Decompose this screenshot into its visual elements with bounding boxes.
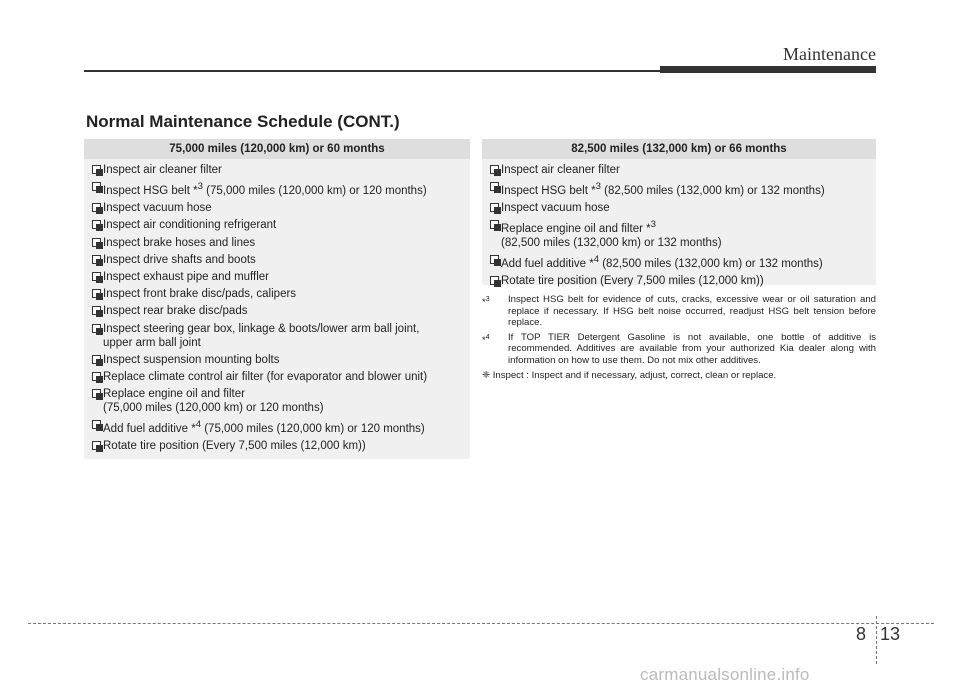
footnote-asterisk: * [482,334,486,346]
list-item [92,201,470,215]
page-title: Normal Maintenance Schedule (CONT.) [86,112,400,131]
list-item [92,236,470,250]
checkbox-icon [92,272,101,281]
checkbox-icon [490,203,499,212]
checkbox-icon [92,372,101,381]
item-text-cont: (82,500 miles (132,000 km) or 132 months) [600,185,825,198]
item-text: Inspect air cleaner filter [501,164,620,176]
footnote-text: If TOP TIER Detergent Gasoline is not available, one bottle of additive is recommended. Additives are available from your authorized Kia dealer along with information on how to use them. Do not mix other additives. [508,331,876,366]
schedule-75000 [84,139,470,459]
item-text-cont: (75,000 miles (120,000 km) or 120 months) [201,423,425,436]
footer-rule [28,623,934,624]
list-item [490,253,876,271]
footnote-mark [482,294,490,309]
checkbox-icon [490,165,499,174]
item-text: Inspect suspension mounting bolts [103,353,280,366]
checkbox-icon [92,255,101,264]
item-subtext: upper arm ball joint [103,336,201,349]
item-text: Replace climate control air filter (for evaporator and blower unit) [103,370,428,383]
checkbox-icon [92,389,101,398]
list-item [92,180,470,198]
item-text: Inspect drive shafts and boots [103,253,256,266]
item-text: Inspect HSG belt * [501,185,596,198]
list-item [92,218,470,232]
item-text: Rotate tire position (Every 7,500 miles (12,000 km)) [501,275,764,288]
checkbox-icon [490,255,499,264]
item-text: Replace engine oil and filter * [501,223,651,236]
footnote-asterisk: * [482,297,486,309]
checklist [482,159,876,288]
footnote-text: Inspect HSG belt for evidence of cuts, cracks, excessive wear or oil saturation and replace if necessary. If HSG belt noise occurred, readjust HSG belt tension before replace. [508,294,876,328]
item-text: Add fuel additive * [501,258,594,271]
checkbox-icon [92,324,101,333]
schedule-heading: 75,000 miles (120,000 km) or 60 months [84,139,470,159]
list-item [92,163,470,177]
schedule-82500 [482,139,876,288]
header-rule [84,70,660,72]
checkbox-icon [92,238,101,247]
checkbox-icon [92,355,101,364]
item-subtext: (82,500 miles (132,000 km) or 132 months) [501,237,722,250]
footnotes [482,294,876,382]
checkbox-icon [490,182,499,191]
footnote-mark [482,332,490,347]
footnote-ref: 3 [197,181,203,193]
page-number: 13 [880,624,901,644]
item-text: Inspect steering gear box, linkage & boots/lower arm ball joint, [103,322,420,335]
footer-divider [876,616,877,664]
checklist [84,159,470,453]
schedule-heading: 82,500 miles (132,000 km) or 66 months [482,139,876,159]
list-item [92,270,470,284]
checkbox-icon [92,203,101,212]
list-item [92,304,470,318]
item-text-cont: (75,000 miles (120,000 km) or 120 months) [202,185,427,198]
list-item [490,163,876,177]
checkbox-icon [490,220,499,229]
checkbox-icon [92,306,101,315]
list-item [92,353,470,367]
item-text: Inspect air conditioning refrigerant [103,219,277,232]
chapter-number: 8 [856,624,867,644]
item-text: Inspect vacuum hose [501,202,610,215]
item-text: Inspect brake hoses and lines [103,236,256,249]
checkbox-icon [490,276,499,285]
inspect-note: ❈ Inspect : Inspect and if necessary, adjust, correct, clean or replace. [482,370,777,381]
item-subtext: (75,000 miles (120,000 km) or 120 months) [103,402,324,415]
footnote [482,294,876,329]
checkbox-icon [92,165,101,174]
watermark: carmanualsonline.info [640,665,810,684]
item-text: Inspect front brake disc/pads, calipers [103,288,297,301]
footnote-ref: 3 [595,181,601,193]
footnote [482,332,876,367]
list-item [92,253,470,267]
item-text: Inspect exhaust pipe and muffler [103,270,270,283]
item-text: Inspect HSG belt * [103,185,198,198]
footnote-ref: 4 [195,419,202,431]
item-text: Replace engine oil and filter [103,388,245,401]
list-item [490,218,876,250]
item-text: Inspect vacuum hose [103,202,212,215]
footnote-num: 3 [485,296,490,303]
list-item [92,439,470,453]
list-item [92,418,470,436]
footnote-ref: 3 [650,219,656,231]
list-item [490,274,876,288]
list-item [92,287,470,301]
checkbox-icon [92,182,101,191]
list-item [92,387,470,415]
section-label: Maintenance [783,44,876,64]
list-item [490,201,876,215]
item-text: Add fuel additive * [103,423,196,436]
checkbox-icon [92,289,101,298]
item-text-cont: (82,500 miles (132,000 km) or 132 months) [599,258,823,271]
footnote-ref: 4 [593,254,600,266]
item-text: Rotate tire position (Every 7,500 miles (12,000 km)) [103,440,366,453]
checkbox-icon [92,420,101,429]
list-item [92,322,470,350]
item-text: Inspect air cleaner filter [103,164,222,176]
checkbox-icon [92,441,101,450]
list-item [92,370,470,384]
checkbox-icon [92,220,101,229]
header-rule-accent [660,66,876,73]
footnote-num: 4 [485,333,490,341]
list-item [490,180,876,198]
item-text: Inspect rear brake disc/pads [103,305,248,318]
